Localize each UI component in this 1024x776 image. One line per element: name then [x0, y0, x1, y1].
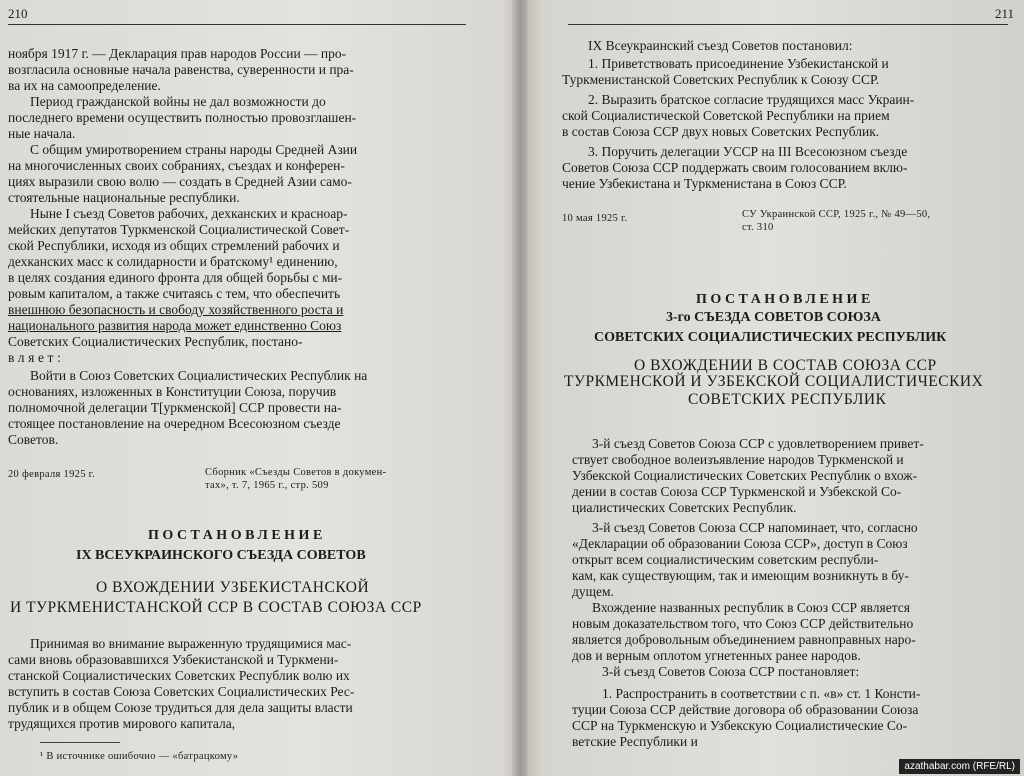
text-line: возгласила основные начала равенства, суверенности и пра- — [8, 62, 354, 77]
underlined-text-line: национального развития народа может единственно Союз — [8, 318, 342, 333]
source-citation: Сборник «Съезды Советов в докумен- — [205, 467, 387, 478]
text-line: кам, как существующим, так и имеющим возникнуть в бу- — [572, 568, 909, 583]
header-rule-left — [8, 24, 466, 25]
text-line: 2. Выразить братское согласие трудящихся масс Украин- — [588, 92, 915, 107]
text-line: дущем. — [572, 584, 614, 599]
source-citation: СУ Украинской ССР, 1925 г., № 49—50, — [742, 209, 931, 220]
text-line: циалистических Советских Республик. — [572, 500, 797, 515]
text-line: является добровольным объединением равноправных наро- — [572, 632, 916, 647]
text-line: ва их на самоопределение. — [8, 78, 161, 93]
text-line: вступить в состав Союза Советских Социалистических Рес- — [8, 684, 355, 699]
section-heading: ПОСТАНОВЛЕНИЕ — [148, 528, 326, 543]
text-line: ской Социалистической Советской Республики на прием — [562, 108, 890, 123]
text-line: вляет: — [8, 350, 65, 365]
right-page — [528, 0, 1024, 776]
section-subheading: ТУРКМЕНСКОЙ И УЗБЕКСКОЙ СОЦИАЛИСТИЧЕСКИХ — [564, 373, 984, 390]
section-subheading: О ВХОЖДЕНИИ В СОСТАВ СОЮЗА ССР — [634, 357, 937, 374]
text-line: ноября 1917 г. — Декларация прав народов России — про- — [8, 46, 347, 61]
text-line: ровым капиталом, а также считаясь с тем, что обеспечить — [8, 286, 341, 301]
document-date: 20 февраля 1925 г. — [8, 469, 96, 480]
text-line: новым доказательством того, что Союз ССР действительно — [572, 616, 914, 631]
text-line: 3-й съезд Советов Союза ССР напоминает, что, согласно — [592, 520, 918, 535]
text-line: Советов. — [8, 432, 59, 447]
text-line: дов и верным оплотом угнетенных ранее народов. — [572, 648, 861, 663]
text-line: Принимая во внимание выраженную трудящимися мас- — [30, 636, 352, 651]
text-line: стоятельные национальные республики. — [8, 190, 240, 205]
text-line: последнего времени осуществить полностью провозглашен- — [8, 110, 357, 125]
source-citation: ст. 310 — [742, 222, 774, 233]
text-line: в целях создания единого фронта для общей борьбы с ми- — [8, 270, 343, 285]
text-line: открыт всем социалистическим советским республи- — [572, 552, 879, 567]
text-line: ветские Республики и — [572, 734, 698, 749]
watermark-credit: azathabar.com (RFE/RL) — [899, 759, 1020, 774]
section-heading: IX ВСЕУКРАИНСКОГО СЪЕЗДА СОВЕТОВ — [76, 548, 366, 563]
footnote-rule — [40, 742, 120, 743]
footnote: ¹ В источнике ошибочно — «батрацкому» — [40, 751, 239, 762]
text-line: Войти в Союз Советских Социалистических Республик на — [30, 368, 368, 383]
text-line: стоящее постановление на очередном Всесоюзном съезде — [8, 416, 341, 431]
text-line: «Декларации об образовании Союза ССР», доступ в Союз — [572, 536, 908, 551]
text-line: ные начала. — [8, 126, 76, 141]
text-line: циях выразили свою волю — создать в Средней Азии само- — [8, 174, 352, 189]
source-citation: тах», т. 7, 1965 г., стр. 509 — [205, 480, 329, 491]
text-line: С общим умиротворением страны народы Средней Азии — [30, 142, 358, 157]
text-line: полномочной делегации Т[уркменской] ССР провести на- — [8, 400, 342, 415]
underlined-text-line: внешнюю безопасность и свободу хозяйственного роста и — [8, 302, 344, 317]
text-line: станской Социалистических Советских Республик волю их — [8, 668, 350, 683]
text-line: трудящихся против мирового капитала, — [8, 716, 236, 731]
text-line: 1. Приветствовать присоединение Узбекистанской и — [588, 56, 889, 71]
text-line: основаниях, изложенных в Конституции Союза, поручив — [8, 384, 337, 399]
text-line: сами вновь образовавшихся Узбекистанской и Туркмени- — [8, 652, 339, 667]
text-line: мейских депутатов Туркменской Социалистической Совет- — [8, 222, 350, 237]
text-line: 3-й съезд Советов Союза ССР с удовлетворением привет- — [592, 436, 924, 451]
text-line: Вхождение названных республик в Союз ССР является — [592, 600, 910, 615]
section-heading: ПОСТАНОВЛЕНИЕ — [696, 292, 874, 307]
text-line: дении в состав Союза ССР Туркменской и Узбекской Со- — [572, 484, 902, 499]
text-line: Советских Социалистических Республик, постано- — [8, 334, 303, 349]
text-line: IX Всеукраинский съезд Советов постановил: — [588, 38, 853, 53]
text-line: Узбекской Социалистических Советских Республик о вхож- — [572, 468, 918, 483]
text-line: Период гражданской войны не дал возможности до — [30, 94, 326, 109]
text-line: на многочисленных своих собраниях, съездах и конферен- — [8, 158, 345, 173]
header-rule-right — [568, 24, 1008, 25]
section-subheading: СОВЕТСКИХ РЕСПУБЛИК — [688, 391, 887, 408]
text-line: 3. Поручить делегации УССР на III Всесоюзном съезде — [588, 144, 908, 159]
text-line: Туркменистанской Советских Республик к Союзу ССР. — [562, 72, 880, 87]
text-line: ствует свободное волеизъявление народов Туркменской и — [572, 452, 904, 467]
text-line: 1. Распространить в соответствии с п. «в» ст. 1 Консти- — [602, 686, 921, 701]
text-line: дехканских масс к солидарности и братскому¹ единению, — [8, 254, 338, 269]
section-heading: СОВЕТСКИХ СОЦИАЛИСТИЧЕСКИХ РЕСПУБЛИК — [594, 330, 947, 345]
text-line: ской Республики, исходя из общих стремлений рабочих и — [8, 238, 340, 253]
section-subheading: О ВХОЖДЕНИИ УЗБЕКИСТАНСКОЙ — [96, 579, 370, 596]
page-number-right: 211 — [994, 6, 1014, 21]
document-date: 10 мая 1925 г. — [562, 213, 628, 224]
text-line: туции Союза ССР действие договора об образовании Союза — [572, 702, 919, 717]
text-line: ССР на Туркменскую и Узбекскую Социалистические Со- — [572, 718, 908, 733]
section-subheading: И ТУРКМЕНИСТАНСКОЙ ССР В СОСТАВ СОЮЗА ССР — [10, 599, 422, 616]
text-line: Советов Союза ССР поддержать своим голосованием вклю- — [562, 160, 908, 175]
page-number-left: 210 — [8, 6, 28, 21]
text-line: Ныне I съезд Советов рабочих, дехканских и красноар- — [30, 206, 348, 221]
text-line: чение Узбекистана и Туркменистана в Союз ССР. — [562, 176, 847, 191]
text-line: в состав Союза ССР двух новых Советских Республик. — [562, 124, 880, 139]
text-line: публик и в общем Союзе трудиться для дела защиты власти — [8, 700, 353, 715]
text-line: 3-й съезд Советов Союза ССР постановляет: — [602, 664, 860, 679]
section-heading: 3-го СЪЕЗДА СОВЕТОВ СОЮЗА — [666, 310, 881, 325]
